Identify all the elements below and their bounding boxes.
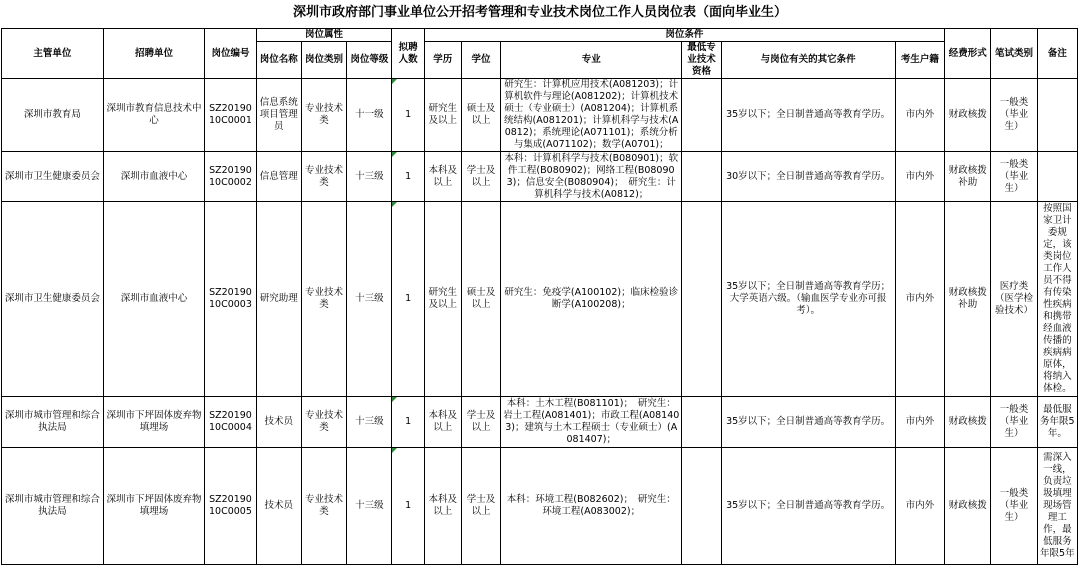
cell-exam: 一般类（毕业生）: [991, 152, 1037, 202]
cell-pos-level: 十三级: [347, 448, 392, 565]
cell-pos-level: 十三级: [347, 152, 392, 202]
table-title: 深圳市政府部门事业单位公开招考管理和专业技术岗位工作人员岗位表（面向毕业生）: [292, 5, 787, 20]
cell-pos-name: 技术员: [256, 448, 301, 565]
header-attr-group: 岗位属性: [256, 29, 392, 42]
cell-funding: 财政核拨补助: [945, 152, 991, 202]
cell-unit: 深圳市下坪固体废弃物填埋场: [103, 448, 205, 565]
cell-major: 研究生：免疫学(A100102)；临床检验诊断学(A100208)；: [501, 202, 682, 397]
cell-pos-type: 专业技术类: [301, 152, 346, 202]
header-qual: 最低专业技术资格: [682, 42, 721, 79]
cell-pos-level: 十三级: [347, 202, 392, 397]
cell-pos-name: 信息系统项目管理员: [256, 79, 301, 152]
cell-major: 本科：环境工程(B082602)； 研究生：环境工程(A083002)；: [501, 448, 682, 565]
cell-pos-type: 专业技术类: [301, 397, 346, 448]
cell-other: 35岁以下；全日制普通高等教育学历；大学英语六级。（输血医学专业亦可报考）。: [721, 202, 895, 397]
table-row: [2, 202, 1078, 397]
header-code: 岗位编号: [205, 29, 256, 79]
cell-code: SZ2019010C0005: [205, 448, 256, 565]
cell-edu: 研究生及以上: [424, 79, 461, 152]
cell-other: 35岁以下；全日制普通高等教育学历。: [721, 397, 895, 448]
cell-exam: 一般类（毕业生）: [991, 79, 1037, 152]
cell-code: SZ2019010C0001: [205, 79, 256, 152]
cell-pos-name: 技术员: [256, 397, 301, 448]
header-degree: 学位: [461, 42, 500, 79]
header-pos-level: 岗位等级: [347, 42, 392, 79]
cell-qual: [682, 448, 721, 565]
header-major: 专业: [501, 42, 682, 79]
table-row: [2, 397, 1078, 448]
cell-dept: 深圳市卫生健康委员会: [2, 202, 104, 397]
cell-other: 35岁以下；全日制普通高等教育学历。: [721, 79, 895, 152]
table-row: [2, 152, 1078, 202]
cell-pos-type: 专业技术类: [301, 79, 346, 152]
cell-hukou: 市内外: [895, 448, 944, 565]
cell-major: 研究生：计算机应用技术(A081203)；计算机软件与理论(A081202)；计算机技术硕士（专业硕士）(A081204)；计算机系统结构(A081201)；计算机科学与技术(A0812)；系统理论(A071101)；系统分析与集成(A071102)；数学(A0701)；: [501, 79, 682, 152]
cell-pos-name: 研究助理: [256, 202, 301, 397]
cell-qual: [682, 397, 721, 448]
table-row: [2, 448, 1078, 565]
cell-hukou: 市内外: [895, 202, 944, 397]
cell-note: 最低服务年限5年。: [1037, 397, 1077, 448]
cell-degree: 学士及以上: [461, 448, 500, 565]
cell-other: 35岁以下；全日制普通高等教育学历。: [721, 448, 895, 565]
header-dept: 主管单位: [2, 29, 104, 79]
cell-code: SZ2019010C0002: [205, 152, 256, 202]
cell-unit: 深圳市下坪固体废弃物填埋场: [103, 397, 205, 448]
table-row: [2, 79, 1078, 152]
cell-exam: 一般类（毕业生）: [991, 448, 1037, 565]
cell-degree: 学士及以上: [461, 397, 500, 448]
cell-note: [1037, 79, 1077, 152]
cell-edu: 本科及以上: [424, 397, 461, 448]
cell-unit: 深圳市血液中心: [103, 152, 205, 202]
header-note: 备注: [1037, 29, 1077, 79]
cell-hukou: 市内外: [895, 397, 944, 448]
cell-code: SZ2019010C0004: [205, 397, 256, 448]
cell-note: 按照国家卫计委规定，该类岗位工作人员不得有传染性疾病和携带经血液传播的疾病病原体，将纳入体检。: [1037, 202, 1077, 397]
cell-qual: [682, 202, 721, 397]
positions-table: [1, 28, 1078, 565]
cell-hukou: 市内外: [895, 79, 944, 152]
cell-count: 1: [392, 202, 424, 397]
cell-exam: 一般类（毕业生）: [991, 397, 1037, 448]
cell-degree: 硕士及以上: [461, 202, 500, 397]
cell-degree: 学士及以上: [461, 152, 500, 202]
cell-count: 1: [392, 79, 424, 152]
cell-count: 1: [392, 152, 424, 202]
header-unit: 招聘单位: [103, 29, 205, 79]
cell-degree: 硕士及以上: [461, 79, 500, 152]
header-count: 拟聘人数: [392, 29, 424, 79]
cell-dept: 深圳市卫生健康委员会: [2, 152, 104, 202]
cell-edu: 本科及以上: [424, 152, 461, 202]
cell-exam: 医疗类（医学检验技术）: [991, 202, 1037, 397]
cell-pos-type: 专业技术类: [301, 448, 346, 565]
cell-funding: 财政核拨: [945, 79, 991, 152]
cell-qual: [682, 152, 721, 202]
cell-qual: [682, 79, 721, 152]
cell-dept: 深圳市城市管理和综合执法局: [2, 448, 104, 565]
cell-major: 本科：计算机科学与技术(B080901)；软件工程(B080902)；网络工程(B080903)；信息安全(B080904)； 研究生：计算机科学与技术(A0812)；: [501, 152, 682, 202]
header-pos-name: 岗位名称: [256, 42, 301, 79]
header-hukou: 考生户籍: [895, 42, 944, 79]
cell-pos-level: 十三级: [347, 397, 392, 448]
cell-count: 1: [392, 397, 424, 448]
cell-funding: 财政核拨: [945, 397, 991, 448]
cell-hukou: 市内外: [895, 152, 944, 202]
header-edu: 学历: [424, 42, 461, 79]
cell-pos-type: 专业技术类: [301, 202, 346, 397]
cell-edu: 研究生及以上: [424, 202, 461, 397]
cell-unit: 深圳市教育信息技术中心: [103, 79, 205, 152]
cell-dept: 深圳市教育局: [2, 79, 104, 152]
cell-code: SZ2019010C0003: [205, 202, 256, 397]
cell-dept: 深圳市城市管理和综合执法局: [2, 397, 104, 448]
cell-major: 本科：土木工程(B081101)； 研究生：岩土工程(A081401)；市政工程(A081403)；建筑与土木工程硕士（专业硕士）(A081407)；: [501, 397, 682, 448]
cell-funding: 财政核拨: [945, 448, 991, 565]
cell-pos-name: 信息管理: [256, 152, 301, 202]
header-funding: 经费形式: [945, 29, 991, 79]
header-cond-group: 岗位条件: [424, 29, 944, 42]
cell-count: 1: [392, 448, 424, 565]
cell-note: [1037, 152, 1077, 202]
header-pos-type: 岗位类别: [301, 42, 346, 79]
header-other: 与岗位有关的其它条件: [721, 42, 895, 79]
cell-unit: 深圳市血液中心: [103, 202, 205, 397]
cell-pos-level: 十一级: [347, 79, 392, 152]
cell-funding: 财政核拨补助: [945, 202, 991, 397]
cell-edu: 本科及以上: [424, 448, 461, 565]
header-exam: 笔试类别: [991, 29, 1037, 79]
cell-other: 30岁以下；全日制普通高等教育学历。: [721, 152, 895, 202]
cell-note: 需深入一线，负责垃圾填埋现场管理工作，最低服务年限5年: [1037, 448, 1077, 565]
